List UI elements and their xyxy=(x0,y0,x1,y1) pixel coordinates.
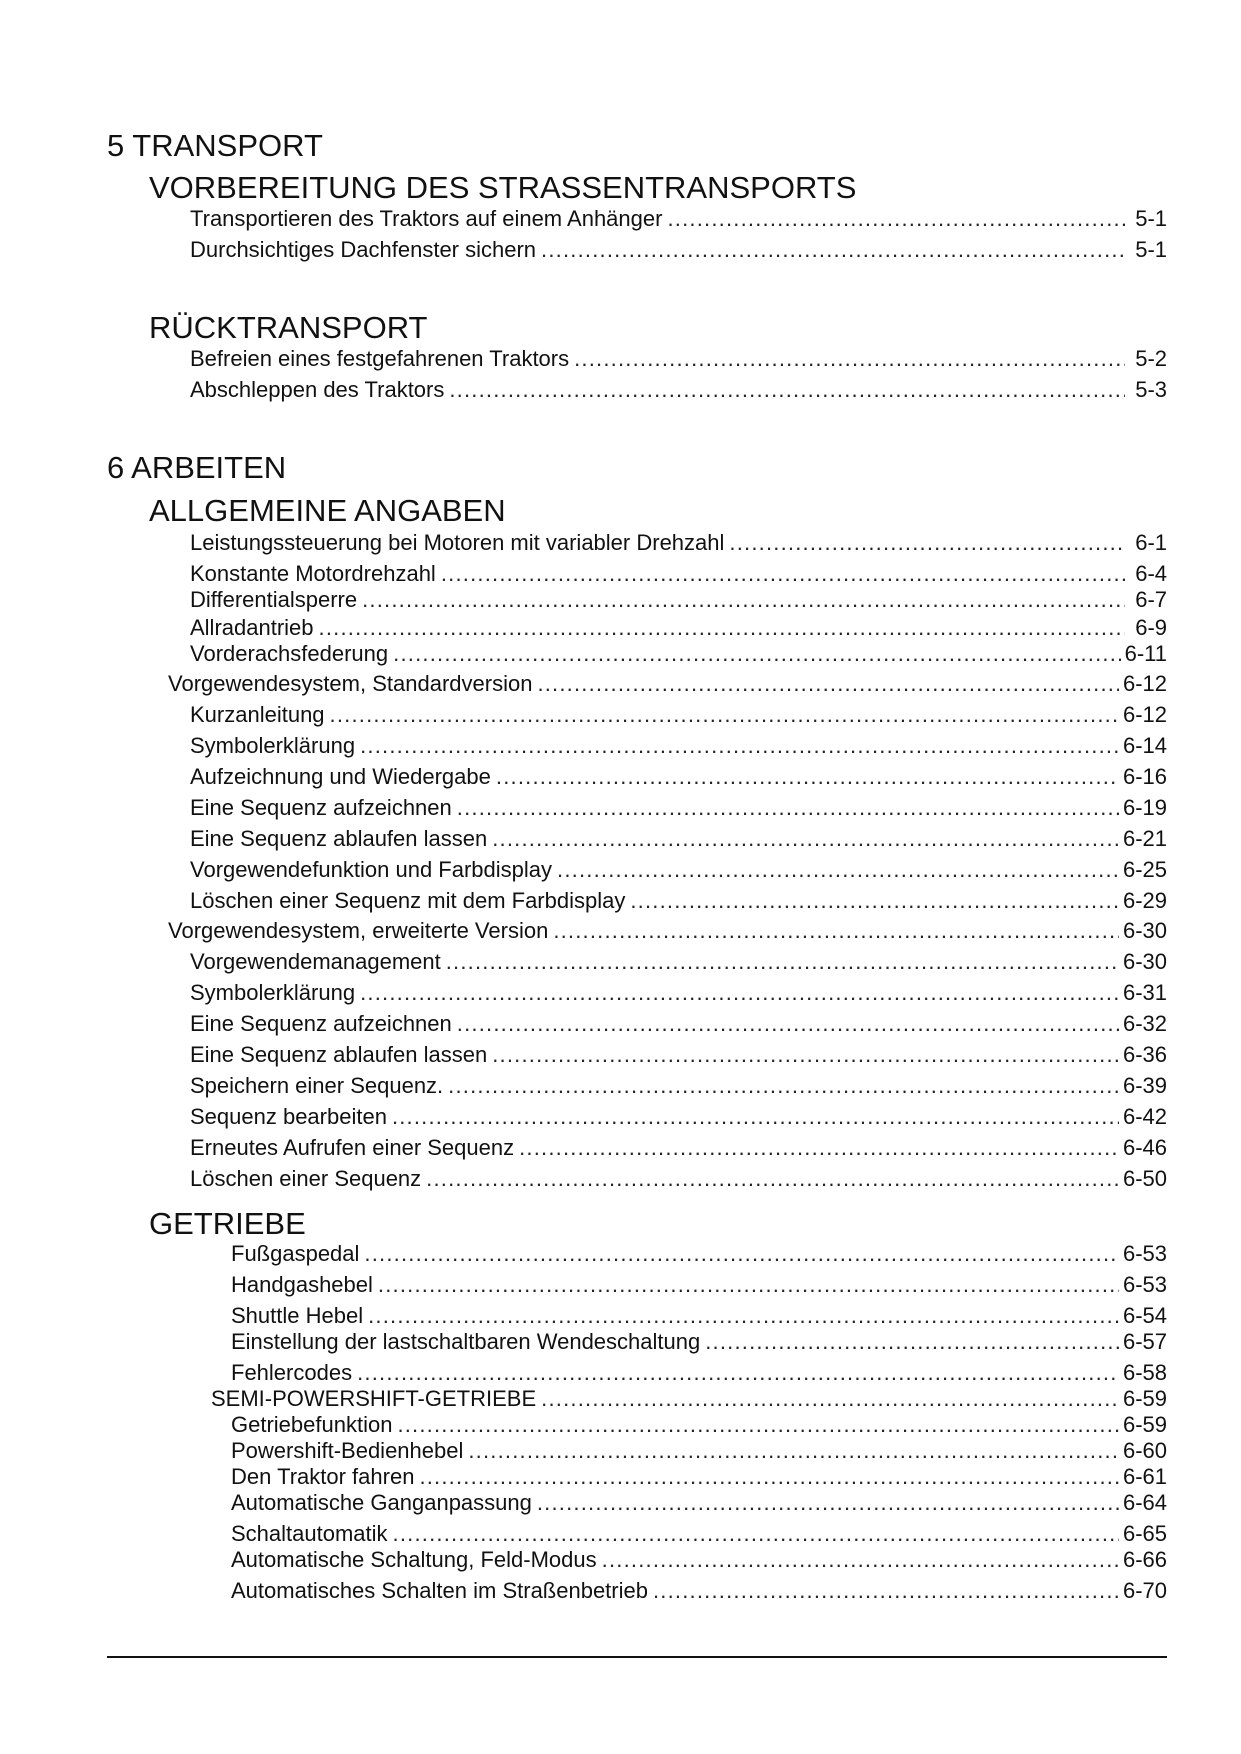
leader-dots xyxy=(630,887,1119,915)
toc-entry-page: 6-46 xyxy=(1122,1135,1167,1160)
toc-entry-page: 6-39 xyxy=(1122,1073,1167,1098)
section-heading-allgemeine-angaben: ALLGEMEINE ANGABEN xyxy=(149,493,506,528)
leader-dots xyxy=(537,1489,1119,1517)
toc-entry-page: 6-16 xyxy=(1122,764,1167,789)
leader-dots xyxy=(357,1359,1119,1387)
leader-dots xyxy=(441,560,1125,588)
leader-dots xyxy=(446,948,1119,976)
toc-entry[interactable] xyxy=(231,1520,1167,1548)
toc-entry[interactable] xyxy=(231,1546,1167,1574)
toc-entry-title: Automatische Schaltung, Feld-Modus xyxy=(231,1547,597,1572)
leader-dots xyxy=(393,1520,1119,1548)
leader-dots xyxy=(537,670,1119,698)
leader-dots xyxy=(392,1103,1119,1131)
toc-entry-title: Allradantrieb xyxy=(190,615,314,640)
toc-entry-page: 6-21 xyxy=(1122,826,1167,851)
toc-entry-title: Symbolerklärung xyxy=(190,733,356,758)
toc-entry-page: 6-32 xyxy=(1122,1011,1167,1036)
toc-entry[interactable] xyxy=(190,205,1167,233)
toc-entry-title: Befreien eines festgefahrenen Traktors xyxy=(190,346,570,371)
leader-dots xyxy=(360,979,1119,1007)
toc-entry-title: Leistungssteuerung bei Motoren mit variabler Drehzahl xyxy=(190,530,725,555)
toc-entry-title: Sequenz bearbeiten xyxy=(190,1104,387,1129)
toc-entry-page: 6-60 xyxy=(1122,1438,1167,1463)
toc-entry[interactable] xyxy=(190,794,1167,822)
toc-entry[interactable] xyxy=(231,1489,1167,1517)
leader-dots xyxy=(364,1240,1119,1268)
toc-entry-title: SEMI-POWERSHIFT-GETRIEBE xyxy=(211,1386,537,1411)
toc-entry[interactable] xyxy=(190,732,1167,760)
toc-entry-title: Getriebefunktion xyxy=(231,1412,393,1437)
toc-entry[interactable] xyxy=(190,856,1167,884)
toc-entry-title: Vorderachsfederung xyxy=(190,641,389,666)
leader-dots xyxy=(378,1271,1119,1299)
toc-entry-title: Vorgewendesystem, Standardversion xyxy=(168,671,533,696)
toc-entry-title: Handgashebel xyxy=(231,1272,373,1297)
leader-dots xyxy=(457,794,1119,822)
toc-entry-page: 6-36 xyxy=(1122,1042,1167,1067)
section-heading-getriebe: GETRIEBE xyxy=(149,1206,306,1241)
toc-entry-title: Eine Sequenz ablaufen lassen xyxy=(190,826,488,851)
toc-entry-page: 6-25 xyxy=(1122,857,1167,882)
toc-entry[interactable] xyxy=(190,560,1167,588)
leader-dots xyxy=(557,856,1119,884)
toc-entry[interactable] xyxy=(231,1271,1167,1299)
leader-dots xyxy=(330,701,1119,729)
toc-entry-title: Automatische Ganganpassung xyxy=(231,1490,532,1515)
toc-entry[interactable] xyxy=(190,529,1167,557)
toc-entry[interactable] xyxy=(231,1437,1167,1465)
toc-entry[interactable] xyxy=(190,979,1167,1007)
toc-entry[interactable] xyxy=(190,586,1167,614)
toc-entry[interactable] xyxy=(168,670,1167,698)
toc-entry[interactable] xyxy=(190,1165,1167,1193)
toc-entry-title: Konstante Motordrehzahl xyxy=(190,561,436,586)
leader-dots xyxy=(368,1302,1119,1330)
toc-entry-page: 6-53 xyxy=(1122,1241,1167,1266)
toc-entry[interactable] xyxy=(231,1411,1167,1439)
toc-entry[interactable] xyxy=(231,1302,1167,1330)
toc-entry-title: Schaltautomatik xyxy=(231,1521,388,1546)
toc-entry[interactable] xyxy=(190,236,1167,264)
chapter-heading-6: 6 ARBEITEN xyxy=(107,450,287,485)
toc-entry[interactable] xyxy=(190,763,1167,791)
toc-entry-page: 6-59 xyxy=(1122,1412,1167,1437)
toc-entry[interactable] xyxy=(231,1359,1167,1387)
toc-entry-page: 6-29 xyxy=(1122,888,1167,913)
toc-entry-title: Den Traktor fahren xyxy=(231,1464,415,1489)
leader-dots xyxy=(653,1577,1119,1605)
toc-entry[interactable] xyxy=(231,1328,1167,1356)
leader-dots xyxy=(541,236,1125,264)
toc-entry-title: Vorgewendesystem, erweiterte Version xyxy=(168,918,549,943)
toc-entry-title: Vorgewendemanagement xyxy=(190,949,441,974)
leader-dots xyxy=(574,345,1125,373)
toc-entry-title: Abschleppen des Traktors xyxy=(190,377,445,402)
toc-entry-page: 6-19 xyxy=(1122,795,1167,820)
toc-entry-title: Vorgewendefunktion und Farbdisplay xyxy=(190,857,553,882)
toc-entry-title: Eine Sequenz aufzeichnen xyxy=(190,1011,452,1036)
toc-entry[interactable] xyxy=(231,1240,1167,1268)
leader-dots xyxy=(419,1463,1119,1491)
toc-entry[interactable] xyxy=(231,1577,1167,1605)
leader-dots xyxy=(319,614,1125,642)
leader-dots xyxy=(519,1134,1119,1162)
toc-entry[interactable] xyxy=(190,345,1167,373)
toc-entry-page: 5-2 xyxy=(1135,346,1167,371)
leader-dots xyxy=(393,640,1120,668)
toc-entry[interactable] xyxy=(190,887,1167,915)
toc-entry-page: 6-53 xyxy=(1122,1272,1167,1297)
toc-entry-page: 6-59 xyxy=(1122,1386,1167,1411)
toc-entry-page: 6-30 xyxy=(1122,949,1167,974)
toc-entry-page: 6-70 xyxy=(1122,1578,1167,1603)
section-heading-vorbereitung: VORBEREITUNG DES STRASSENTRANSPORTS xyxy=(149,170,857,205)
toc-entry[interactable] xyxy=(190,701,1167,729)
toc-entry-page: 6-61 xyxy=(1122,1464,1167,1489)
toc-entry-title: Eine Sequenz aufzeichnen xyxy=(190,795,452,820)
toc-entry[interactable] xyxy=(190,1010,1167,1038)
toc-entry-page: 6-57 xyxy=(1122,1329,1167,1354)
leader-dots xyxy=(602,1546,1119,1574)
toc-entry-page: 6-65 xyxy=(1122,1521,1167,1546)
toc-entry-title: Löschen einer Sequenz mit dem Farbdisplay xyxy=(190,888,626,913)
toc-entry-page: 5-1 xyxy=(1135,206,1167,231)
toc-entry[interactable] xyxy=(190,948,1167,976)
toc-entry-page: 6-12 xyxy=(1122,702,1167,727)
toc-entry-page: 6-11 xyxy=(1124,641,1167,666)
leader-dots xyxy=(729,529,1125,557)
leader-dots xyxy=(457,1010,1119,1038)
toc-entry-title: Powershift-Bedienhebel xyxy=(231,1438,464,1463)
section-heading-ruecktransport: RÜCKTRANSPORT xyxy=(149,310,428,345)
toc-entry-title: Löschen einer Sequenz xyxy=(190,1166,422,1191)
toc-entry-page: 6-4 xyxy=(1135,561,1167,586)
toc-entry-title: Durchsichtiges Dachfenster sichern xyxy=(190,237,537,262)
toc-entry[interactable] xyxy=(211,1385,1167,1413)
toc-entry[interactable] xyxy=(190,1103,1167,1131)
toc-entry-title: Aufzeichnung und Wiedergabe xyxy=(190,764,491,789)
toc-entry-page: 6-12 xyxy=(1122,671,1167,696)
leader-dots xyxy=(360,732,1119,760)
leader-dots xyxy=(553,917,1119,945)
toc-entry[interactable] xyxy=(190,1134,1167,1162)
toc-entry-page: 5-3 xyxy=(1135,377,1167,402)
toc-entry-title: Erneutes Aufrufen einer Sequenz xyxy=(190,1135,515,1160)
toc-entry-title: Fehlercodes xyxy=(231,1360,353,1385)
leader-dots xyxy=(492,1041,1119,1069)
toc-entry-page: 6-66 xyxy=(1122,1547,1167,1572)
toc-entry-title: Shuttle Hebel xyxy=(231,1303,364,1328)
toc-entry-title: Differentialsperre xyxy=(190,587,358,612)
toc-entry[interactable] xyxy=(190,640,1167,668)
toc-entry-page: 6-30 xyxy=(1122,918,1167,943)
toc-entry-title: Automatisches Schalten im Straßenbetrieb xyxy=(231,1578,648,1603)
leader-dots xyxy=(362,586,1125,614)
toc-entry-page: 6-9 xyxy=(1135,615,1167,640)
leader-dots xyxy=(496,763,1119,791)
toc-entry-page: 6-64 xyxy=(1122,1490,1167,1515)
toc-entry-page: 6-31 xyxy=(1122,980,1167,1005)
toc-entry-title: Symbolerklärung xyxy=(190,980,356,1005)
toc-entry-page: 6-42 xyxy=(1122,1104,1167,1129)
toc-entry[interactable] xyxy=(190,376,1167,404)
toc-entry[interactable] xyxy=(190,1041,1167,1069)
chapter-heading-5: 5 TRANSPORT xyxy=(107,128,323,163)
toc-entry[interactable] xyxy=(190,825,1167,853)
leader-dots xyxy=(397,1411,1119,1439)
leader-dots xyxy=(426,1165,1119,1193)
leader-dots xyxy=(667,205,1125,233)
toc-entry-page: 5-1 xyxy=(1135,237,1167,262)
leader-dots xyxy=(705,1328,1119,1356)
toc-entry[interactable] xyxy=(231,1463,1167,1491)
leader-dots xyxy=(448,1072,1119,1100)
toc-entry[interactable] xyxy=(190,1072,1167,1100)
leader-dots xyxy=(468,1437,1119,1465)
toc-entry-title: Kurzanleitung xyxy=(190,702,325,727)
toc-entry-title: Fußgaspedal xyxy=(231,1241,360,1266)
toc-entry-page: 6-58 xyxy=(1122,1360,1167,1385)
toc-entry-page: 6-1 xyxy=(1135,530,1167,555)
footer-rule xyxy=(107,1656,1167,1658)
toc-entry-page: 6-50 xyxy=(1122,1166,1167,1191)
toc-entry-title: Speichern einer Sequenz. xyxy=(190,1073,444,1098)
toc-entry-title: Eine Sequenz ablaufen lassen xyxy=(190,1042,488,1067)
leader-dots xyxy=(492,825,1119,853)
toc-entry-page: 6-7 xyxy=(1135,587,1167,612)
leader-dots xyxy=(449,376,1125,404)
toc-entry[interactable] xyxy=(168,917,1167,945)
toc-entry-title: Einstellung der lastschaltbaren Wendeschaltung xyxy=(231,1329,701,1354)
leader-dots xyxy=(541,1385,1119,1413)
toc-entry-page: 6-54 xyxy=(1122,1303,1167,1328)
toc-entry-page: 6-14 xyxy=(1122,733,1167,758)
toc-entry[interactable] xyxy=(190,614,1167,642)
toc-entry-title: Transportieren des Traktors auf einem Anhänger xyxy=(190,206,663,231)
